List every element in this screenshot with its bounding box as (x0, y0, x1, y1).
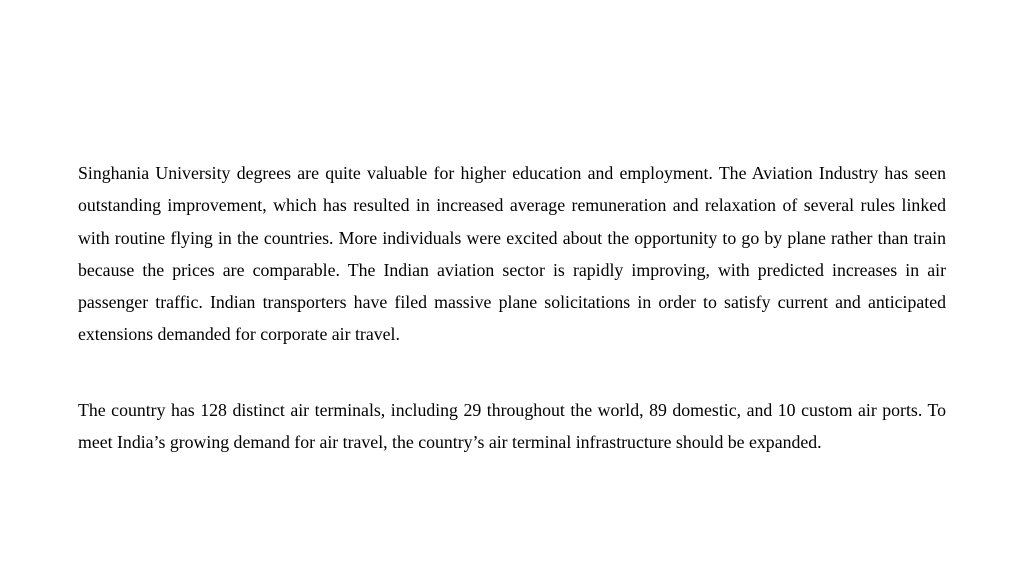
paragraph-air-terminals: The country has 128 distinct air terminals, including 29 throughout the world, 89 domestic, and 10 custom air ports. To meet India’s growing demand for air travel, the country’s air terminal infrastructure should be expanded. (78, 400, 946, 453)
paragraph-aviation-industry: Singhania University degrees are quite valuable for higher education and employment. The Aviation Industry has seen outstanding improvement, which has resulted in increased average remuneration and relaxation of several rules linked with routine flying in the countries. More individuals were excited about the opportunity to go by plane rather than train because the prices are comparable. The Indian aviation sector is rapidly improving, with predicted increases in air passenger traffic. Indian transporters have filed massive plane solicitations in order to satisfy current and anticipated extensions demanded for corporate air travel. (78, 163, 946, 345)
